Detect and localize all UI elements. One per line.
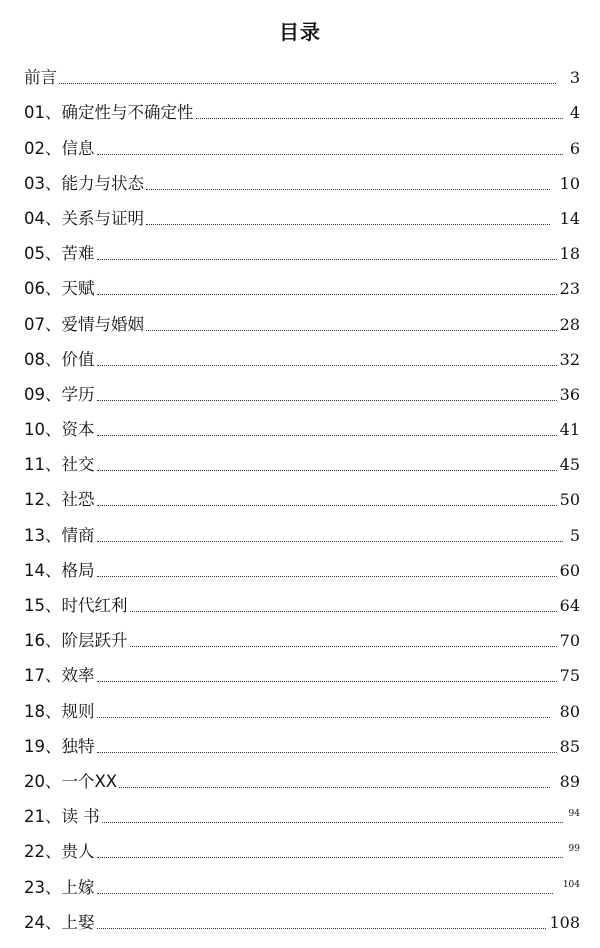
toc-leader-dots [97,575,557,577]
toc-entry-page: 32 [559,349,580,369]
toc-entry-page: 23 [559,279,580,299]
toc-leader-dots [146,188,550,190]
toc-entry-page: 41 [559,420,580,440]
toc-entry-page: 10 [559,173,580,193]
toc-leader-dots [97,434,557,436]
toc-entry [24,686,580,721]
toc-entry-label: 19、独特 [24,736,95,756]
toc-entry-page: 64 [559,596,580,615]
toc-entry-label: 01、确定性与不确定性 [24,103,194,123]
toc-entry-page: 4 [569,103,580,123]
toc-entry [24,827,580,862]
toc-entry-page: 85 [559,736,580,756]
toc-leader-dots [130,645,557,647]
toc-entry [24,722,580,757]
toc-entry-label: 20、一个XX [24,771,118,791]
toc-leader-dots [97,364,557,366]
toc-entry-page: 50 [559,490,580,510]
toc-leader-dots [97,258,557,260]
toc-entry-page: 70 [559,631,580,651]
toc-entry-page: 104 [562,879,580,890]
toc-leader-dots [119,786,550,788]
toc-entry-label: 14、格局 [24,560,95,580]
toc-entry [24,792,580,827]
toc-entry-label: 06、天赋 [24,279,95,299]
toc-entry-page: 75 [559,666,580,686]
toc-entry [24,159,580,194]
toc-list [24,53,580,933]
toc-entry [24,898,580,933]
toc-leader-dots [146,329,557,331]
toc-entry [24,53,580,88]
toc-entry [24,475,580,510]
toc-leader-dots [97,504,557,506]
toc-entry-label: 15、时代红利 [24,596,128,615]
toc-entry-label: 04、关系与证明 [24,208,144,228]
toc-entry-page: 18 [559,244,580,264]
toc-leader-dots [97,892,553,894]
toc-leader-dots [97,856,564,858]
toc-entry [24,88,580,123]
toc-entry-label: 前言 [24,68,57,88]
toc-entry-page: 108 [549,912,580,932]
toc-entry [24,264,580,299]
toc-leader-dots [102,821,563,823]
toc-entry-page: 60 [559,560,580,580]
toc-entry-page: 36 [559,384,580,404]
toc-leader-dots [97,716,550,718]
toc-entry-label: 02、信息 [24,138,95,158]
page-title: 目录 [279,20,321,44]
toc-entry [24,757,580,792]
toc-entry-label: 10、资本 [24,420,95,440]
toc-entry-label: 13、情商 [24,525,95,545]
toc-leader-dots [97,927,547,929]
toc-entry [24,581,580,616]
toc-leader-dots [97,399,557,401]
toc-entry-label: 09、学历 [24,384,95,404]
toc-entry-label: 24、上娶 [24,912,95,932]
toc-entry [24,123,580,158]
toc-leader-dots [97,469,557,471]
toc-entry [24,440,580,475]
toc-leader-dots [130,610,557,612]
toc-entry [24,510,580,545]
toc-entry [24,862,580,897]
toc-leader-dots [97,293,557,295]
toc-leader-dots [97,751,557,753]
toc-leader-dots [97,680,557,682]
toc-entry-label: 12、社恐 [24,490,95,510]
toc-entry [24,405,580,440]
toc-entry [24,299,580,334]
toc-entry-page: 28 [559,314,580,334]
toc-entry-label: 07、爱情与婚姻 [24,314,144,334]
toc-entry-label: 17、效率 [24,666,95,686]
toc-entry-page: 5 [569,525,580,545]
toc-entry-label: 18、规则 [24,701,95,721]
toc-entry-label: 22、贵人 [24,842,95,862]
toc-entry [24,651,580,686]
toc-leader-dots [196,117,564,119]
toc-leader-dots [97,540,564,542]
toc-entry-page: 3 [569,68,580,88]
toc-entry-label: 05、苦难 [24,244,95,264]
toc-entry-page: 80 [559,701,580,721]
toc-entry-page: 14 [559,208,580,228]
toc-entry-page: 99 [568,844,580,855]
toc-entry [24,335,580,370]
toc-entry-label: 23、上嫁 [24,877,95,897]
toc-entry-label: 21、读 书 [24,807,100,827]
toc-entry [24,370,580,405]
toc-entry-label: 03、能力与状态 [24,173,144,193]
toc-entry [24,546,580,581]
toc-entry [24,616,580,651]
toc-entry-page: 89 [559,771,580,791]
toc-entry-page: 6 [569,138,580,158]
toc-entry-label: 08、价值 [24,349,95,369]
toc-entry [24,229,580,264]
toc-leader-dots [146,223,550,225]
toc-entry-label: 16、阶层跃升 [24,631,128,651]
toc-entry-page: 94 [568,809,580,820]
toc-leader-dots [59,82,556,84]
toc-leader-dots [97,153,564,155]
toc-entry-page: 45 [559,455,580,475]
toc-entry-label: 11、社交 [24,455,95,475]
toc-entry [24,194,580,229]
